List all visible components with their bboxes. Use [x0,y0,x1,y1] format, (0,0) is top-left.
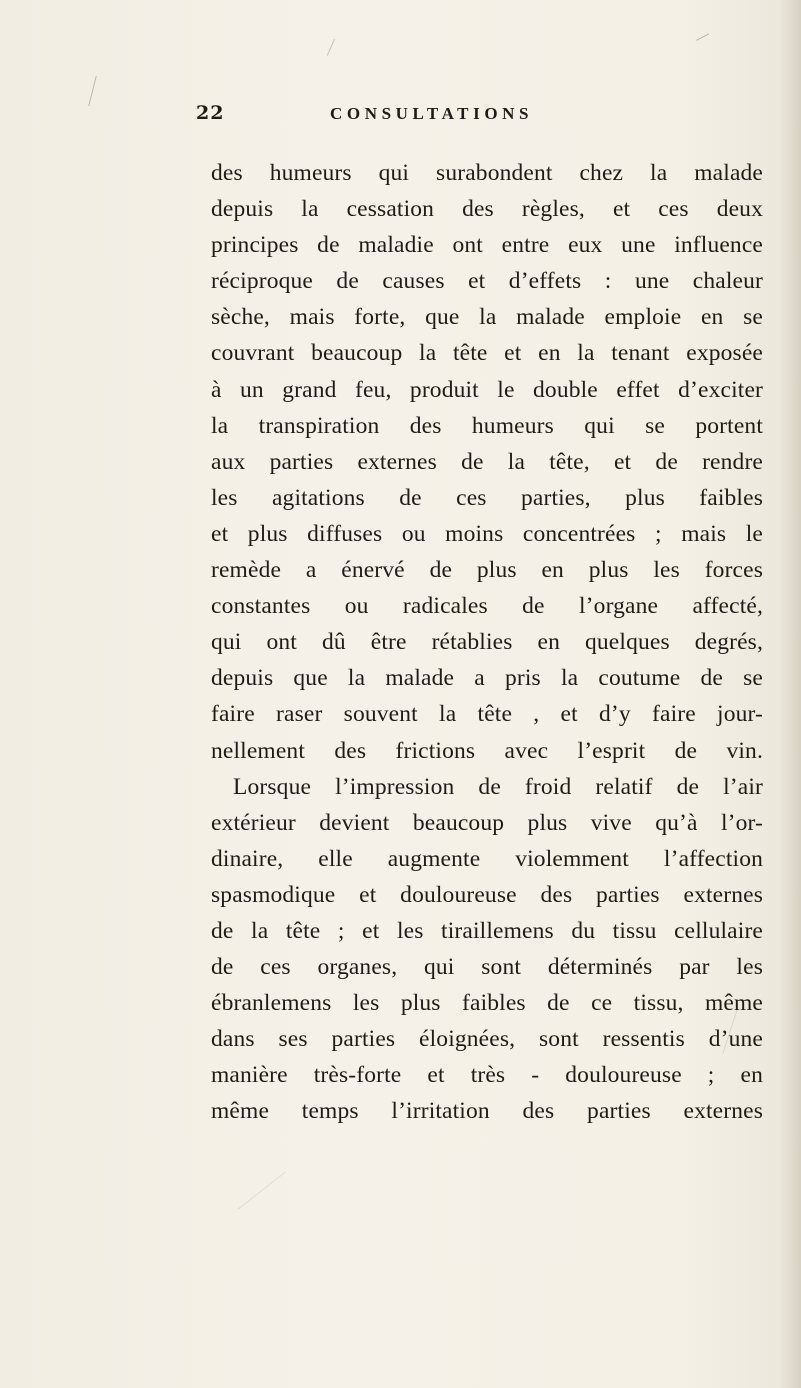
text-line: depuis la cessation des règles, et ces deux [211,196,763,223]
paragraph-start-line: Lorsque l’impression de froid relatif de l’air [233,773,763,800]
page-number: 22 [196,102,225,124]
text-line: la transpiration des humeurs qui se portent [211,412,763,439]
text-line: dinaire, elle augmente violemment l’affection [211,845,763,872]
text-line: faire raser souvent la tête , et d’y faire jour- [211,701,763,728]
paper-blemish [238,1172,287,1211]
text-line: constantes ou radicales de l’organe affecté, [211,593,763,620]
text-line: sèche, mais forte, que la malade emploie en se [211,304,763,331]
text-line: à un grand feu, produit le double effet d’exciter [211,376,763,403]
paper-blemish [327,39,343,59]
text-line: dans ses parties éloignées, sont ressentis d’une [211,1026,763,1053]
text-line: spasmodique et douloureuse des parties externes [211,881,763,908]
body-text [211,155,763,1130]
text-line: qui ont dû être rétablies en quelques degrés, [211,629,763,656]
text-line: ébranlemens les plus faibles de ce tissu, même [211,990,763,1017]
text-line: manière très-forte et très - douloureuse ; en [211,1062,763,1089]
text-line: aux parties externes de la tête, et de rendre [211,448,763,475]
text-line: principes de maladie ont entre eux une influence [211,232,763,259]
text-line: réciproque de causes et d’effets : une chaleur [211,268,763,295]
text-line: depuis que la malade a pris la coutume de se [211,665,763,692]
text-line: nellement des frictions avec l’esprit de vin. [211,737,763,764]
text-line: même temps l’irritation des parties externes [211,1098,763,1125]
paper-blemish [88,76,116,106]
text-line: et plus diffuses ou moins concentrées ; mais le [211,520,763,547]
running-head: CONSULTATIONS [330,104,534,123]
text-line: de ces organes, qui sont déterminés par les [211,954,763,981]
text-line: remède a énervé de plus en plus les forces [211,557,763,584]
text-line: extérieur devient beaucoup plus vive qu’à l’or- [211,809,763,836]
text-line: de la tête ; et les tiraillemens du tissu cellulaire [211,917,763,944]
paper-blemish [696,33,714,49]
text-line: des humeurs qui surabondent chez la malade [211,160,763,186]
text-line: couvrant beaucoup la tête et en la tenant exposée [211,340,763,367]
page-header [196,96,756,132]
text-line: les agitations de ces parties, plus faibles [211,484,763,511]
page-edge-shadow [779,0,801,1388]
